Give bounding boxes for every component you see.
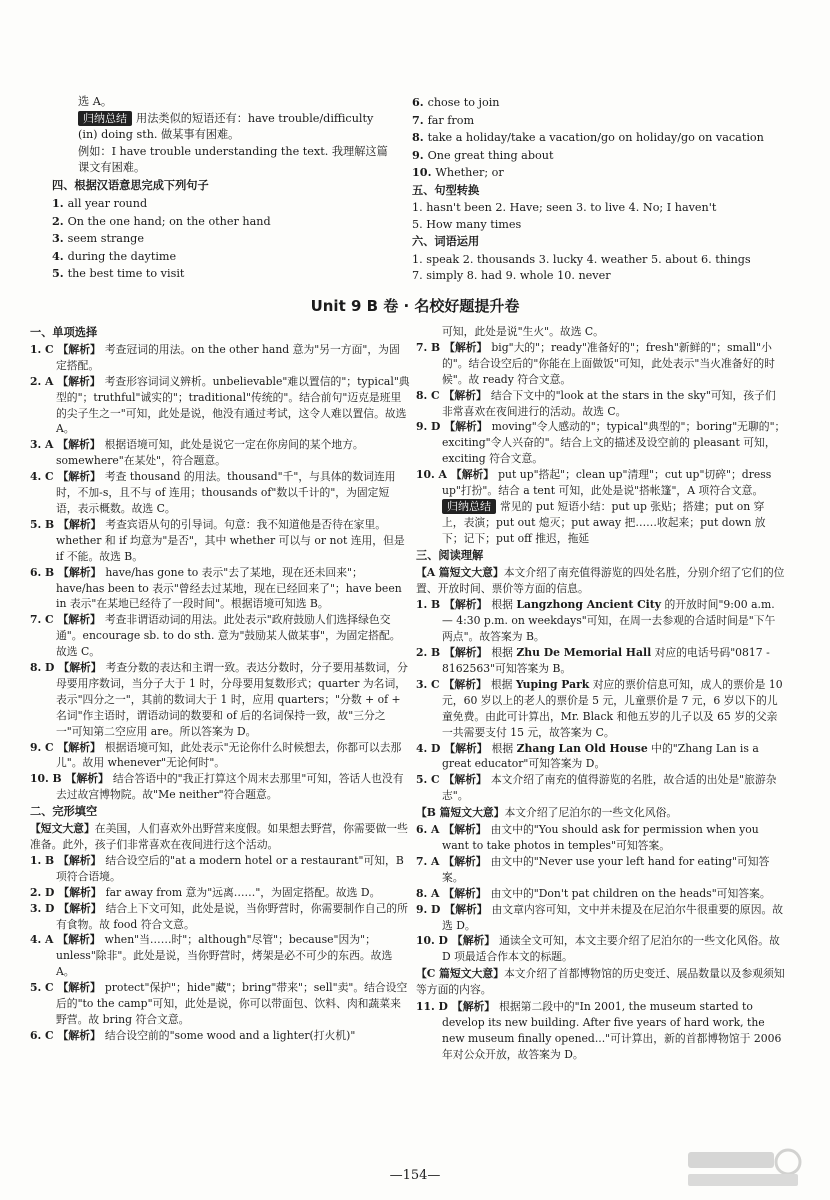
answer-key: 9. D bbox=[416, 420, 441, 434]
unit-title: Unit 9 B 卷 · 名校好题提升卷 bbox=[310, 297, 520, 315]
answer-key: 3. D bbox=[30, 901, 55, 915]
answer-item bbox=[416, 388, 786, 420]
put-phrase-note-text: 常见的 put 短语小结：put up 张贴；搭建；put on 穿上，表演；put out 熄灭；put away 把……收起来；put down 放下；记下；put off 推迟，拖延 bbox=[442, 499, 766, 545]
item-number: 10. bbox=[412, 165, 436, 179]
section-5-line: 5. How many times bbox=[412, 217, 522, 231]
answer-item bbox=[30, 980, 410, 1028]
passage-c-summary bbox=[416, 966, 786, 998]
section-6-heading: 六、词语运用 bbox=[412, 235, 480, 248]
answer-key: 5. C bbox=[416, 773, 440, 787]
answer-text: 结合设空前的"some wood and a lighter(打火机)" bbox=[104, 1028, 356, 1042]
analysis-label: 【解析】 bbox=[451, 934, 496, 948]
analysis-label: 【解析】 bbox=[57, 740, 101, 754]
answer-text: 根据语境可知，此处是说它一定在你房间的某个地方。somewhere"在某处"，符合题意。 bbox=[56, 438, 364, 468]
summary-tag: 归纳总结 bbox=[442, 499, 496, 514]
translation-item bbox=[412, 94, 782, 112]
item-number: 1. bbox=[52, 196, 68, 210]
answer-text: 由文中的"Never use your left hand for eating"可知答案。 bbox=[442, 854, 770, 884]
answer-text: 结合答语中的"我正打算这个周末去那里"可知，答话人也没有去过故宫博物院。故"Me neither"符合题意。 bbox=[56, 772, 404, 802]
item-number: 5. bbox=[52, 266, 68, 280]
analysis-label: 【解析】 bbox=[58, 661, 102, 675]
left-column bbox=[30, 324, 410, 1044]
translation-item bbox=[412, 129, 782, 147]
answer-item bbox=[416, 467, 786, 499]
passage-c-text: 本文介绍了首都博物馆的历史变迁、展品数量以及参观须知等方面的内容。 bbox=[416, 967, 785, 997]
translation-item bbox=[52, 213, 392, 231]
item-text: On the one hand; on the other hand bbox=[67, 214, 271, 228]
answer-text: have/has gone to 表示"去了某地，现在还未回来"；have/has been to 表示"曾经去过某地，现在已经回来了"；have been in 表示"在某地已经待了一段时间"。根据语境可知选 B。 bbox=[56, 565, 402, 611]
answer-item bbox=[30, 565, 410, 613]
answer-text: 由文中的"You should ask for permission when you want to take photos in temples"可知答案。 bbox=[442, 823, 759, 852]
answer-key: 5. B bbox=[30, 517, 55, 531]
answer-key: 8. D bbox=[30, 661, 55, 675]
analysis-label: 【解析】 bbox=[443, 823, 487, 837]
summary-tag: 归纳总结 bbox=[78, 111, 132, 126]
analysis-label: 【解析】 bbox=[450, 468, 495, 482]
item-number: 3. bbox=[52, 231, 68, 245]
section-4-list-continued bbox=[412, 94, 782, 182]
answer-key: 3. C bbox=[416, 677, 440, 691]
answer-key: 1. C bbox=[30, 342, 54, 356]
analysis-label: 【解析】 bbox=[65, 772, 109, 786]
answer-item bbox=[30, 612, 410, 660]
answer-item bbox=[416, 677, 786, 741]
answer-item bbox=[416, 645, 786, 677]
answer-text: when"当……时"；although"尽管"；because"因为"；unless"除非"。此处是说，当你野营时，烤架是必不可少的东西。故选 A。 bbox=[56, 933, 393, 979]
item-text: One great thing about bbox=[427, 148, 554, 162]
answer-text: put up"搭起"；clean up"清理"；cut up"切碎"；dress up"打扮"。结合 a tent 可知，此处是说"搭帐篷"，A 项符合文意。 bbox=[442, 468, 772, 498]
place-name: Yuping Park bbox=[515, 677, 590, 691]
answer-key: 8. A bbox=[416, 886, 440, 900]
item-number: 8. bbox=[412, 130, 428, 144]
answer-key: 9. C bbox=[30, 740, 54, 754]
answer-text: 考查分数的表达和主谓一致。表达分数时，分子要用基数词，分母要用序数词，当分子大于 1 时，分母要用复数形式；quarter 为名词，表示"四分之一"，其前的数词大于 1 时，应用 quarters；"分数 + of + 名词"作主语时，谓语动词的数要和 of 后的名词保持一致，故"三分之一"可知第二空应用 are。所以答案为 D。 bbox=[56, 661, 408, 738]
answer-key: 4. C bbox=[30, 470, 54, 484]
watermark-logo bbox=[684, 1148, 804, 1190]
section-1-heading: 一、单项选择 bbox=[30, 326, 98, 339]
summary-note-text: 用法类似的短语还有：have trouble/difficulty (in) doing sth. 做某事有困难。 bbox=[78, 111, 374, 141]
section-2-heading: 二、完形填空 bbox=[30, 805, 98, 819]
passage-b-text: 本文介绍了尼泊尔的一些文化风俗。 bbox=[504, 806, 678, 820]
analysis-label: 【解析】 bbox=[443, 886, 487, 900]
place-name: Zhu De Memorial Hall bbox=[516, 646, 652, 660]
analysis-label: 【解析】 bbox=[444, 902, 488, 916]
answer-text: 本文介绍了南充的值得游览的名胜，故合适的出处是"旅游杂志"。 bbox=[442, 773, 777, 803]
answer-item bbox=[30, 1028, 410, 1044]
place-name: Zhang Lan Old House bbox=[516, 741, 648, 755]
answer-text: 根据 bbox=[491, 741, 517, 755]
answer-key: 11. D bbox=[416, 1000, 448, 1014]
section-4-list bbox=[52, 195, 392, 283]
answer-item bbox=[30, 901, 410, 933]
analysis-label: 【解析】 bbox=[444, 598, 488, 612]
put-phrase-note bbox=[416, 499, 786, 547]
answer-item bbox=[416, 902, 786, 934]
page-number: —154— bbox=[389, 1168, 441, 1183]
answer-item bbox=[30, 771, 410, 803]
answer-text: 根据 bbox=[491, 598, 517, 612]
passage-a-text: 本文介绍了南充值得游览的四处名胜，分别介绍了它们的位置、开放时间、票价等方面的信息。 bbox=[416, 565, 785, 595]
answer-text: 考查 thousand 的用法。thousand"千"，与具体的数词连用时，不加-s，且不与 of 连用；thousands of"数以千计的"，为固定短语，表示概数。故选 C。 bbox=[56, 470, 396, 515]
answer-key: 2. A bbox=[30, 374, 54, 388]
answer-item bbox=[416, 741, 786, 773]
analysis-label: 【解析】 bbox=[57, 1028, 101, 1042]
top-right-column bbox=[412, 94, 782, 285]
translation-item bbox=[412, 164, 782, 182]
right-column bbox=[416, 324, 786, 1063]
answer-text: 由文中的"Don't pat children on the heads"可知答案。 bbox=[490, 886, 771, 900]
answer-item bbox=[30, 885, 410, 901]
passage-b-answers bbox=[416, 822, 786, 965]
item-number: 9. bbox=[412, 147, 428, 162]
place-name: Langzhong Ancient City bbox=[516, 598, 662, 612]
answer-item bbox=[416, 822, 786, 854]
answer-item bbox=[416, 419, 786, 467]
answer-key: 4. D bbox=[416, 741, 441, 755]
answer-key: 6. B bbox=[30, 565, 55, 579]
answer-item bbox=[416, 886, 786, 902]
section-4-heading: 四、根据汉语意思完成下列句子 bbox=[52, 178, 209, 192]
analysis-label: 【解析】 bbox=[57, 438, 101, 452]
analysis-label: 【解析】 bbox=[443, 388, 487, 402]
analysis-label: 【解析】 bbox=[57, 933, 101, 947]
analysis-label: 【解析】 bbox=[58, 901, 102, 915]
passage-a-answers bbox=[416, 597, 786, 804]
analysis-label: 【解析】 bbox=[57, 342, 101, 356]
answer-text: 通读全文可知，本文主要介绍了尼泊尔的一些文化风俗。故 D 项最适合作本文的标题。 bbox=[442, 934, 780, 964]
passage-c-label: 【C 篇短文大意】 bbox=[416, 967, 504, 981]
answer-text: 考查冠词的用法。on the other hand 意为"另一方面"，为固定搭配。 bbox=[56, 342, 400, 372]
item-text: all year round bbox=[67, 197, 148, 210]
answer-line: 选 A。 bbox=[78, 95, 113, 108]
answer-text: 的开放时间"9:00 a.m. — 4:30 p.m. on weekdays"可知，在周一去参观的合适时间是"下午两点"。故答案为 B。 bbox=[442, 598, 776, 644]
answer-key: 10. D bbox=[416, 934, 448, 948]
answer-item bbox=[416, 933, 786, 965]
answer-text: 根据 bbox=[490, 677, 516, 691]
answer-text: moving"令人感动的"；typical"典型的"；boring"无聊的"；exciting"令人兴奋的"。结合上文的描述及设空前的 pleasant 可知，exciting 符合文意。 bbox=[442, 420, 786, 466]
passage-a-summary bbox=[416, 565, 786, 597]
section-5-heading: 五、句型转换 bbox=[412, 183, 480, 197]
item-text: seem strange bbox=[67, 232, 144, 245]
answer-text: 结合下文中的"look at the stars in the sky"可知，孩子们非常喜欢在夜间进行的活动。故选 C。 bbox=[442, 388, 776, 418]
answer-key: 5. C bbox=[30, 981, 54, 995]
item-text: the best time to visit bbox=[67, 267, 185, 280]
answer-item bbox=[30, 437, 410, 469]
answer-text: 对应的电话号码"0817 - 8162563"可知答案为 B。 bbox=[442, 646, 770, 676]
analysis-label: 【解析】 bbox=[57, 613, 101, 627]
analysis-label: 【解析】 bbox=[451, 1000, 496, 1014]
analysis-label: 【解析】 bbox=[444, 340, 488, 354]
item-text: far from bbox=[427, 113, 475, 127]
analysis-label: 【解析】 bbox=[58, 517, 102, 531]
answer-key: 2. D bbox=[30, 885, 55, 899]
analysis-label: 【解析】 bbox=[58, 885, 102, 899]
item-number: 7. bbox=[412, 112, 428, 127]
section-5-line: 1. hasn't been 2. Have; seen 3. to live 4. No; I haven't bbox=[412, 201, 717, 214]
translation-item bbox=[52, 248, 392, 266]
cloze-continuation: 可知，此处是说"生火"。故选 C。 bbox=[442, 325, 604, 338]
answer-key: 10. A bbox=[416, 468, 447, 482]
analysis-label: 【解析】 bbox=[57, 374, 101, 388]
answer-text: 根据语境可知，此处表示"无论你什么时候想去，你都可以去那儿"。故用 whenever"无论何时"。 bbox=[56, 740, 402, 770]
item-text: Whether; or bbox=[435, 166, 504, 179]
answer-text: 考查宾语从句的引导词。句意：我不知道他是否待在家里。whether 和 if 均意为"是否"，其中 whether 可以与 or not 连用，但是 if 不能。故选 B。 bbox=[56, 517, 405, 563]
item-text: take a holiday/take a vacation/go on holiday/go on vacation bbox=[427, 131, 764, 144]
answer-item bbox=[30, 740, 410, 772]
top-left-column bbox=[52, 94, 392, 283]
answer-key: 7. A bbox=[416, 854, 440, 868]
translation-item bbox=[52, 265, 392, 283]
analysis-label: 【解析】 bbox=[444, 646, 488, 660]
answer-item bbox=[416, 999, 786, 1063]
answer-key: 6. C bbox=[30, 1028, 54, 1042]
analysis-label: 【解析】 bbox=[57, 470, 101, 484]
passage-c-answers bbox=[416, 999, 786, 1063]
section-6-line: 7. simply 8. had 9. whole 10. never bbox=[412, 269, 611, 282]
answer-text: 结合上下文可知，此处是说，当你野营时，你需要制作自己的所有食物。故 food 符合文意。 bbox=[56, 901, 408, 931]
answer-item bbox=[30, 853, 410, 885]
answer-key: 1. B bbox=[416, 598, 441, 612]
answer-text: 由文章内容可知，文中并未提及在尼泊尔牛很重要的原因。故选 D。 bbox=[442, 902, 784, 932]
item-number: 2. bbox=[52, 213, 68, 228]
item-number: 4. bbox=[52, 248, 68, 263]
analysis-label: 【解析】 bbox=[444, 420, 488, 434]
answer-item bbox=[416, 854, 786, 886]
single-choice-answers bbox=[30, 342, 410, 803]
passage-a-label: 【A 篇短文大意】 bbox=[416, 565, 504, 579]
answer-key: 9. D bbox=[416, 902, 441, 916]
analysis-label: 【解析】 bbox=[58, 565, 102, 579]
analysis-label: 【解析】 bbox=[57, 981, 101, 995]
answer-item bbox=[30, 932, 410, 980]
answer-item bbox=[416, 772, 786, 804]
translation-item bbox=[412, 112, 782, 130]
answer-text: protect"保护"；hide"藏"；bring"带来"；sell"卖"。结合设空后的"to the camp"可知，此处是说，你可以带面包、饮料、肉和蔬菜来野营。故 bring 符合文意。 bbox=[56, 981, 408, 1026]
passage-b-label: 【B 篇短文大意】 bbox=[416, 806, 505, 820]
answer-key: 8. C bbox=[416, 388, 440, 402]
answer-text: 考查形容词词义辨析。unbelievable"难以置信的"；typical"典型的"；truthful"诚实的"；traditional"传统的"。结合前句"迈克是班里的尖子生之一"可知，此处是说，他没有通过考试，这令人难以置信。故选 A。 bbox=[56, 374, 410, 436]
answer-text: 根据第二段中的"In 2001, the museum started to develop its new building. After five years of hard work, the new museum finally opened..."可计算出，新的首都博物馆于 2006 年对公众开放，故答案为 D。 bbox=[442, 1000, 782, 1061]
answer-text: 中的"Zhang Lan is a great educator"可知答案为 D。 bbox=[442, 741, 759, 771]
cloze-answers-continued bbox=[416, 340, 786, 499]
answer-item bbox=[30, 517, 410, 565]
answer-text: 考查非谓语动词的用法。此处表示"政府鼓励人们选择绿色交通"。encourage sb. to do sth. 意为"鼓励某人做某事"，为固定搭配。故选 C。 bbox=[56, 613, 401, 659]
answer-text: 对应的票价信息可知，成人的票价是 10 元，60 岁以上的老人的票价是 5 元，儿童票价是 7 元，6 岁以下的儿童免费。由此可计算出，Mr. Black 和他五岁的儿子以及 65 岁的父亲一共需要支付 15 元，故答案为 C。 bbox=[442, 677, 783, 739]
answer-text: far away from 意为"远离……"，为固定搭配。故选 D。 bbox=[105, 885, 381, 899]
answer-item bbox=[30, 342, 410, 374]
answer-text: 结合设空后的"at a modern hotel or a restaurant"可知，B 项符合语境。 bbox=[56, 853, 404, 883]
section-6-line: 1. speak 2. thousands 3. lucky 4. weather 5. about 6. things bbox=[412, 252, 751, 266]
translation-item bbox=[52, 195, 392, 213]
cloze-summary-label: 【短文大意】 bbox=[30, 822, 95, 836]
cloze-summary-text: 在美国，人们喜欢外出野营来度假。如果想去野营，你需要做一些准备。此外，孩子们非常喜欢在夜间进行这个活动。 bbox=[30, 822, 408, 851]
answer-text: big"大的"；ready"准备好的"；fresh"新鲜的"；small"小的"。结合设空后的"你能在上面做饭"可知，此处表示"当火准备好的时候"。故 ready 符合文意。 bbox=[442, 340, 775, 386]
answer-key: 2. B bbox=[416, 646, 441, 660]
cloze-answers bbox=[30, 853, 410, 1044]
translation-item bbox=[52, 230, 392, 248]
answer-key: 1. B bbox=[30, 853, 55, 867]
analysis-label: 【解析】 bbox=[444, 741, 488, 755]
answer-key: 4. A bbox=[30, 933, 54, 947]
answer-key: 3. A bbox=[30, 438, 54, 452]
item-text: chose to join bbox=[427, 96, 500, 109]
answer-item bbox=[30, 660, 410, 740]
answer-key: 6. A bbox=[416, 823, 440, 837]
analysis-label: 【解析】 bbox=[443, 773, 487, 787]
answer-item bbox=[30, 469, 410, 517]
analysis-label: 【解析】 bbox=[58, 853, 102, 867]
cloze-summary bbox=[30, 821, 410, 853]
answer-key: 10. B bbox=[30, 772, 62, 786]
answer-item bbox=[416, 597, 786, 645]
answer-item bbox=[416, 340, 786, 388]
passage-b-summary bbox=[416, 805, 786, 821]
answer-key: 7. B bbox=[416, 340, 441, 354]
answer-key: 7. C bbox=[30, 613, 54, 627]
item-number: 6. bbox=[412, 95, 428, 109]
analysis-label: 【解析】 bbox=[443, 854, 487, 868]
example-line: 例如：I have trouble understanding the text. 我理解这篇课文有困难。 bbox=[78, 144, 388, 174]
answer-text: 根据 bbox=[491, 646, 517, 660]
analysis-label: 【解析】 bbox=[443, 677, 487, 691]
section-3-heading: 三、阅读理解 bbox=[416, 548, 484, 562]
summary-note bbox=[52, 111, 392, 144]
answer-item bbox=[30, 374, 410, 438]
translation-item bbox=[412, 147, 782, 165]
item-text: during the daytime bbox=[67, 249, 177, 263]
